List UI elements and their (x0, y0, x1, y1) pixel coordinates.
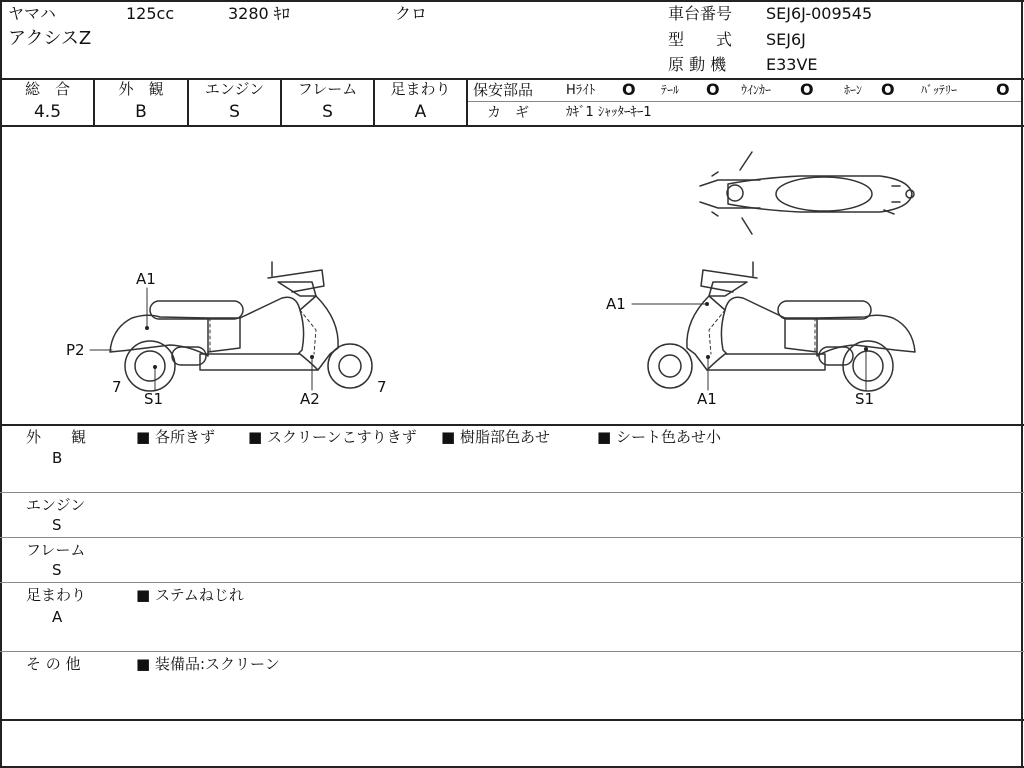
details-divider (0, 582, 1024, 583)
diagram-label-left-s1: S1 (144, 390, 164, 408)
exterior-grade: B (135, 102, 147, 122)
taillight-label: ﾃｰﾙ (661, 83, 680, 97)
suspension-label: 足まわり (390, 80, 451, 98)
detail-engine-grade: S (52, 516, 62, 534)
detail-other-label: そ の 他 (26, 655, 81, 673)
maker: ヤマハ (8, 4, 56, 23)
engine-model-label: 原 動 機 (668, 55, 727, 74)
engine-label: エンジン (204, 80, 265, 98)
detail-suspension-grade: A (52, 608, 63, 626)
other-item: ■ 装備品:スクリーン (136, 655, 280, 673)
detail-frame-grade: S (52, 561, 62, 579)
diagram-label-left-7b: 7 (377, 378, 387, 396)
taillight-ok-mark: O (706, 80, 720, 99)
detail-frame-label: フレーム (26, 541, 86, 559)
winker-label: ｳｲﾝｶｰ (741, 83, 772, 97)
frame-no-label: 車台番号 (668, 4, 733, 23)
engine-grade: S (229, 102, 240, 122)
exterior-item: ■ 樹脂部色あせ (441, 428, 550, 446)
frame-no: SEJ6J-009545 (766, 4, 873, 23)
diagram-label-right-s1: S1 (855, 390, 875, 408)
details-divider (0, 492, 1024, 493)
exterior-item: ■ 各所きず (136, 428, 215, 446)
detail-suspension-label: 足まわり (26, 586, 87, 604)
diagram-label-left-a1: A1 (136, 270, 156, 288)
diagram-label-left-p2: P2 (66, 341, 85, 359)
exterior-label: 外 観 (118, 80, 164, 98)
top-view-scooter (700, 152, 914, 234)
type-value: SEJ6J (766, 30, 806, 49)
frame-label: フレーム (297, 80, 358, 98)
diagram-label-left-7a: 7 (112, 378, 122, 396)
engine-model-value: E33VE (766, 55, 818, 74)
safety-label: 保安部品 (473, 81, 534, 99)
details-top-line (0, 424, 1024, 426)
exterior-item: ■ スクリーンこすりきず (248, 428, 417, 446)
details-bottom-line (0, 719, 1024, 721)
battery-label: ﾊﾞｯﾃﾘｰ (921, 83, 958, 97)
details-divider (0, 537, 1024, 538)
mileage: 3280 ｷﾛ (228, 4, 290, 23)
suspension-grade: A (414, 102, 427, 122)
headlight-label: Hﾗｲﾄ (566, 83, 596, 98)
winker-ok-mark: O (800, 80, 814, 99)
details-divider (0, 651, 1024, 652)
overall-grade: 4.5 (33, 102, 62, 122)
diagram-label-left-a2: A2 (300, 390, 320, 408)
frame-grade: S (322, 102, 333, 122)
type-label: 型 式 (668, 30, 733, 49)
suspension-item: ■ ステムねじれ (136, 586, 244, 604)
horn-ok-mark: O (881, 80, 895, 99)
horn-label: ﾎｰﾝ (844, 83, 863, 97)
keys-value: ｶｷﾞ1 ｼｬｯﾀｰｷｰ1 (566, 105, 652, 120)
headlight-ok-mark: O (622, 80, 636, 99)
overall-label: 総 合 (24, 80, 70, 98)
exterior-item: ■ シート色あせ小 (597, 428, 721, 446)
detail-engine-label: エンジン (26, 496, 86, 514)
diagram-label-right-a1-top: A1 (606, 295, 626, 313)
model-name: アクシスZ (8, 28, 92, 49)
color: クロ (395, 4, 428, 23)
diagram-label-right-a1-bottom: A1 (697, 390, 717, 408)
battery-ok-mark: O (996, 80, 1010, 99)
detail-exterior-label: 外 観 (26, 428, 87, 446)
detail-exterior-grade: B (52, 449, 63, 467)
keys-label: カ ギ (487, 105, 529, 121)
displacement: 125cc (126, 4, 175, 23)
right-side-scooter (648, 262, 915, 391)
